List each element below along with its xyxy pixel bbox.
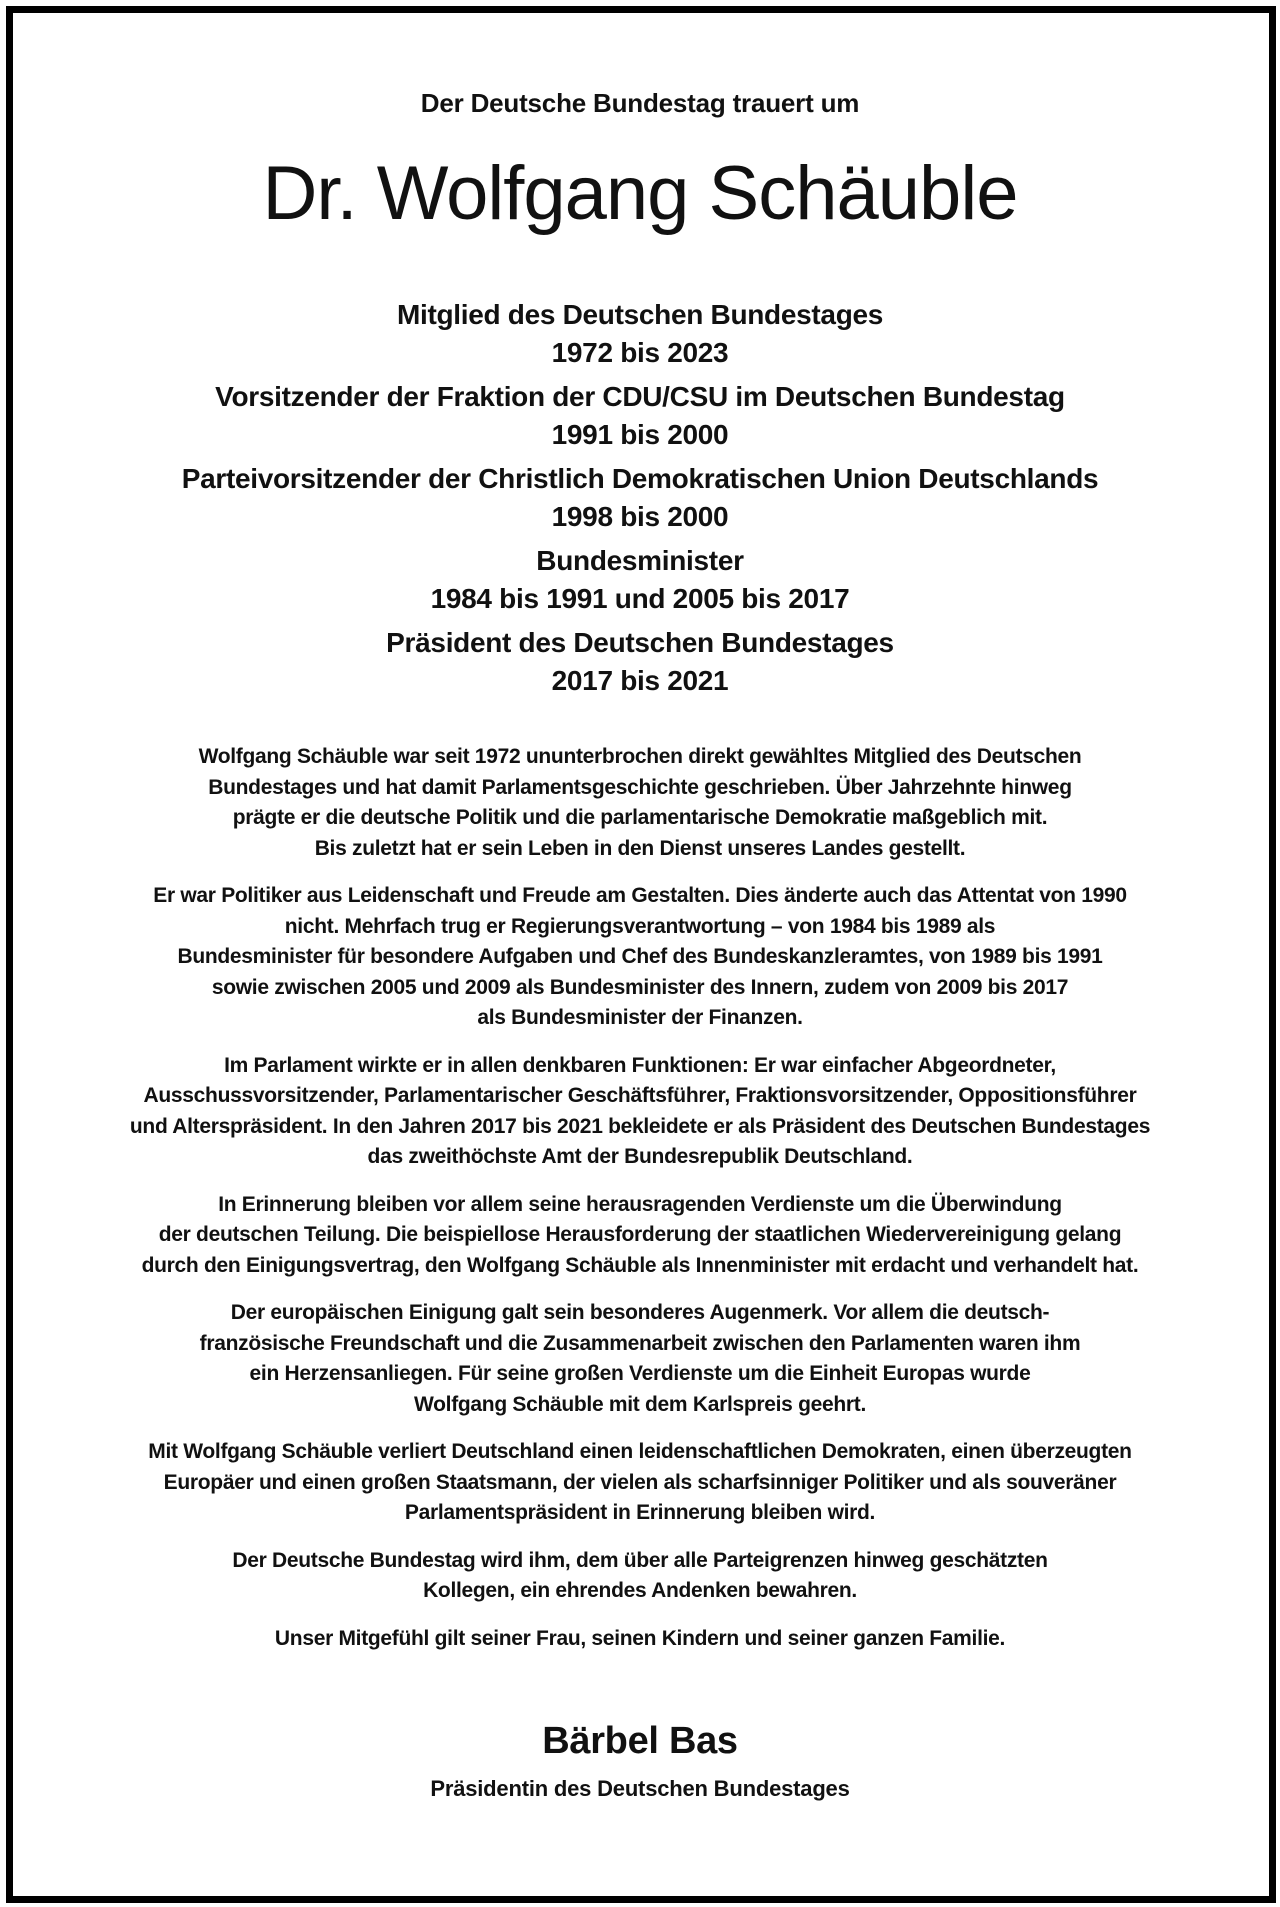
signatory-title: Präsidentin des Deutschen Bundestages bbox=[430, 1776, 850, 1801]
text-line: Bis zuletzt hat er sein Leben in den Dienst unseres Landes gestellt. bbox=[314, 836, 966, 860]
text-line: Der europäischen Einigung galt sein besonderes Augenmerk. Vor allem die deutsch- bbox=[230, 1301, 1050, 1324]
text-line: Bundesminister für besondere Aufgaben und Chef des Bundeskanzleramtes, von 1989 bis 1991 bbox=[177, 945, 1103, 968]
text-line: Mit Wolfgang Schäuble verliert Deutschland einen leidenschaftlichen Demokraten, einen überzeugten bbox=[148, 1440, 1132, 1463]
text-line: In Erinnerung bleiben vor allem seine herausragenden Verdienste um die Überwindung bbox=[218, 1192, 1062, 1216]
text-line: nicht. Mehrfach trug er Regierungsverantwortung – von 1984 bis 1989 als bbox=[284, 914, 996, 938]
text-line: das zweithöchste Amt der Bundesrepublik Deutschland. bbox=[367, 1145, 913, 1168]
intro-line: Der Deutsche Bundestag trauert um bbox=[420, 88, 860, 118]
tribute-paragraph bbox=[70, 1437, 1210, 1529]
text-line: durch den Einigungsvertrag, den Wolfgang Schäuble als Innenminister mit erdacht und verhandelt hat. bbox=[141, 1253, 1139, 1277]
text-line: Wolfgang Schäuble war seit 1972 ununterbrochen direkt gewähltes Mitglied des Deutschen bbox=[198, 745, 1082, 768]
tribute-paragraph bbox=[70, 1624, 1210, 1655]
tribute-paragraph bbox=[70, 742, 1210, 864]
text-line: Unser Mitgefühl gilt seiner Frau, seinen Kindern und seiner ganzen Familie. bbox=[274, 1626, 1006, 1650]
text-line: Parlamentspräsident in Erinnerung bleiben wird. bbox=[404, 1501, 876, 1524]
text-line: französische Freundschaft und die Zusammenarbeit zwischen den Parlamenten waren ihm bbox=[199, 1331, 1081, 1355]
offices-list bbox=[70, 296, 1210, 706]
tribute-paragraph bbox=[70, 1546, 1210, 1607]
office-years: 1998 bis 2000 bbox=[551, 501, 729, 532]
office-entry bbox=[70, 624, 1210, 700]
signatory-name: Bärbel Bas bbox=[542, 1720, 738, 1762]
text-line: prägte er die deutsche Politik und die parlamentarische Demokratie maßgeblich mit. bbox=[232, 806, 1048, 829]
text-line: Er war Politiker aus Leidenschaft und Freude am Gestalten. Dies änderte auch das Attentat von 1990 bbox=[153, 884, 1127, 907]
text-line: Der Deutsche Bundestag wird ihm, dem über alle Parteigrenzen hinweg geschätzten bbox=[232, 1548, 1048, 1572]
tribute-paragraph bbox=[70, 1298, 1210, 1420]
office-entry bbox=[70, 296, 1210, 372]
office-years: 1991 bis 2000 bbox=[551, 419, 729, 450]
text-line: der deutschen Teilung. Die beispiellose Herausforderung der staatlichen Wiedervereinigung gelang bbox=[158, 1223, 1122, 1246]
text-line: Wolfgang Schäuble mit dem Karlspreis geehrt. bbox=[413, 1392, 866, 1416]
office-entry bbox=[70, 460, 1210, 536]
text-line: Ausschussvorsitzender, Parlamentarischer Geschäftsführer, Fraktionsvorsitzender, Oppositionsführer bbox=[143, 1084, 1137, 1107]
tribute-paragraph bbox=[70, 881, 1210, 1034]
text-line: Europäer und einen großen Staatsmann, der vielen als scharfsinniger Politiker und als souveräner bbox=[163, 1470, 1117, 1494]
office-role: Bundesminister bbox=[536, 545, 744, 576]
office-entry bbox=[70, 378, 1210, 454]
office-role: Mitglied des Deutschen Bundestages bbox=[396, 299, 884, 330]
text-line: Im Parlament wirkte er in allen denkbaren Funktionen: Er war einfacher Abgeordneter, bbox=[224, 1053, 1056, 1077]
text-line: Bundestages und hat damit Parlamentsgeschichte geschrieben. Über Jahrzehnte hinweg bbox=[208, 775, 1072, 799]
office-years: 2017 bis 2021 bbox=[551, 665, 729, 696]
text-line: ein Herzensanliegen. Für seine großen Verdienste um die Einheit Europas wurde bbox=[249, 1362, 1031, 1385]
tribute-paragraph bbox=[70, 1190, 1210, 1282]
office-years: 1984 bis 1991 und 2005 bis 2017 bbox=[430, 583, 850, 614]
tribute-text bbox=[70, 742, 1210, 1671]
office-role: Präsident des Deutschen Bundestages bbox=[386, 627, 894, 658]
office-entry bbox=[70, 542, 1210, 618]
deceased-name: Dr. Wolfgang Schäuble bbox=[262, 151, 1018, 236]
tribute-paragraph bbox=[70, 1051, 1210, 1173]
office-role: Vorsitzender der Fraktion der CDU/CSU im Deutschen Bundestag bbox=[215, 381, 1065, 412]
text-line: und Alterspräsident. In den Jahren 2017 bis 2021 bekleidete er als Präsident des Deutschen Bundestages bbox=[129, 1114, 1151, 1138]
office-role: Parteivorsitzender der Christlich Demokratischen Union Deutschlands bbox=[181, 463, 1099, 494]
office-years: 1972 bis 2023 bbox=[551, 337, 729, 368]
text-line: Kollegen, ein ehrendes Andenken bewahren. bbox=[423, 1579, 857, 1602]
text-line: sowie zwischen 2005 und 2009 als Bundesminister des Innern, zudem von 2009 bis 2017 bbox=[211, 975, 1069, 999]
text-line: als Bundesminister der Finanzen. bbox=[477, 1006, 803, 1029]
